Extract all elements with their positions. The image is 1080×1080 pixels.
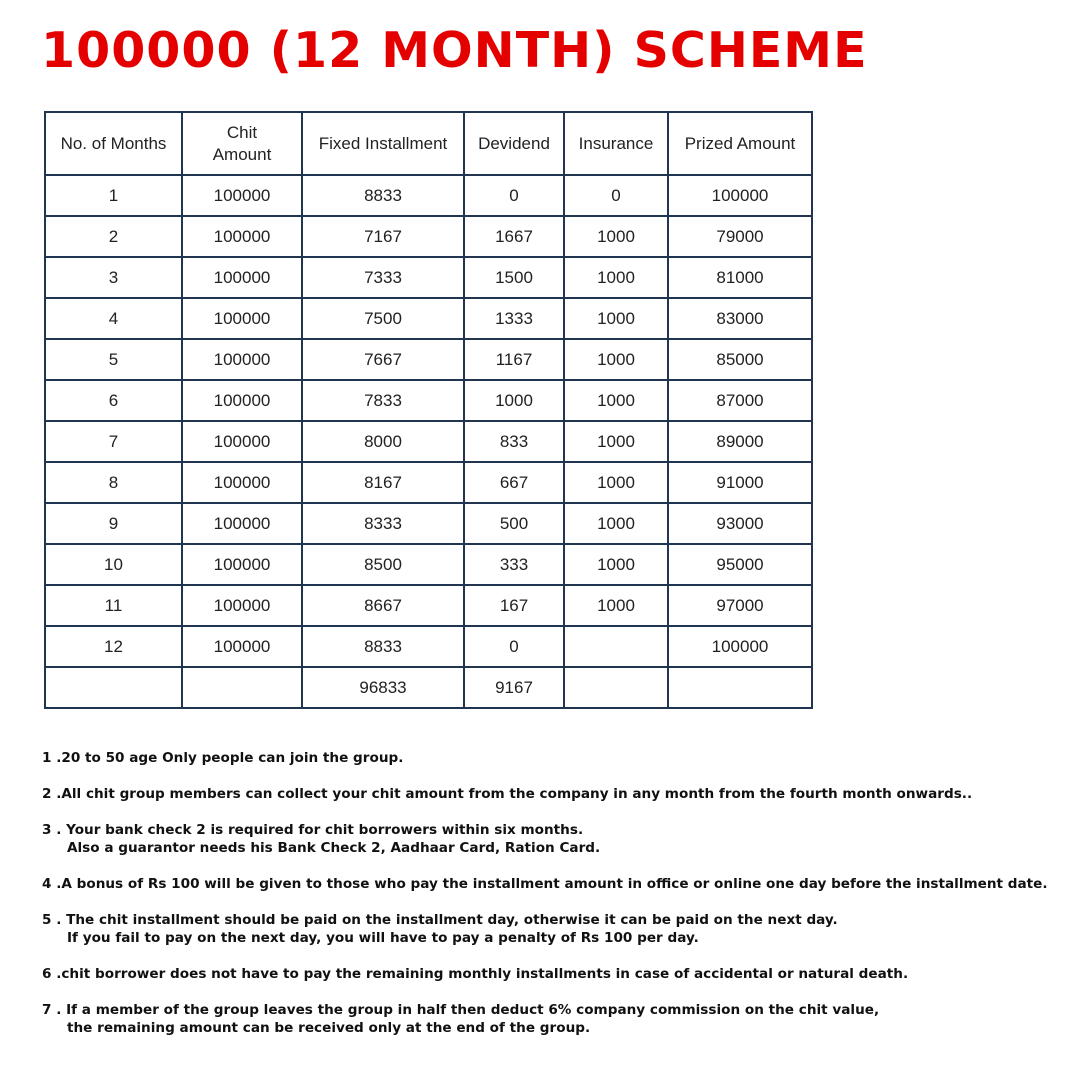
term-item [42,875,1072,893]
insurance-cell [564,626,668,667]
dividend-cell: 500 [464,503,564,544]
month-cell: 9 [45,503,182,544]
fixed-installment-cell: 8667 [302,585,464,626]
terms-list [42,749,1072,1055]
dividend-cell: 0 [464,175,564,216]
term-number: 6 [42,966,52,982]
chit-amount-cell: 100000 [182,585,302,626]
prized-amount-cell: 97000 [668,585,812,626]
dividend-cell: 167 [464,585,564,626]
prized-amount-cell: 89000 [668,421,812,462]
chit-amount-cell: 100000 [182,421,302,462]
table-header-row [45,112,812,175]
term-item [42,911,1072,947]
term-text-continued: If you fail to pay on the next day, you will have to pay a penalty of Rs 100 per day. [67,930,699,946]
chit-amount-cell: 100000 [182,544,302,585]
fixed-installment-cell: 8500 [302,544,464,585]
prized-amount-cell: 81000 [668,257,812,298]
prized-amount-cell: 85000 [668,339,812,380]
dividend-cell: 1500 [464,257,564,298]
table-row [45,585,812,626]
insurance-cell: 1000 [564,380,668,421]
insurance-cell: 1000 [564,503,668,544]
fixed-installment-cell: 96833 [302,667,464,708]
header-chit-amount: Chit Amount [182,112,302,175]
month-cell: 2 [45,216,182,257]
table-body [45,175,812,708]
prized-amount-cell: 95000 [668,544,812,585]
prized-amount-cell: 91000 [668,462,812,503]
chit-amount-cell: 100000 [182,257,302,298]
fixed-installment-cell: 8833 [302,626,464,667]
fixed-installment-cell: 8833 [302,175,464,216]
month-cell: 5 [45,339,182,380]
table-row [45,380,812,421]
month-cell: 6 [45,380,182,421]
month-cell: 10 [45,544,182,585]
table-row [45,298,812,339]
table-row [45,339,812,380]
chit-amount-cell: 100000 [182,216,302,257]
dividend-cell: 667 [464,462,564,503]
term-text: .20 to 50 age Only people can join the group. [56,750,404,766]
chit-amount-cell [182,667,302,708]
term-item [42,785,1072,803]
prized-amount-cell: 100000 [668,175,812,216]
term-item [42,965,1072,983]
month-cell: 12 [45,626,182,667]
insurance-cell: 1000 [564,585,668,626]
table-row [45,421,812,462]
term-item [42,821,1072,857]
table-row [45,462,812,503]
insurance-cell: 1000 [564,339,668,380]
month-cell [45,667,182,708]
fixed-installment-cell: 7333 [302,257,464,298]
term-text: .All chit group members can collect your chit amount from the company in any month from the fourth month onwards.. [56,786,973,802]
fixed-installment-cell: 8167 [302,462,464,503]
dividend-cell: 1000 [464,380,564,421]
dividend-cell: 1167 [464,339,564,380]
month-cell: 7 [45,421,182,462]
table-row [45,544,812,585]
dividend-cell: 833 [464,421,564,462]
scheme-table [44,111,813,709]
term-number: 5 [42,912,52,928]
insurance-cell: 1000 [564,544,668,585]
term-number: 4 [42,876,52,892]
table-row [45,257,812,298]
table-row [45,216,812,257]
table-row [45,503,812,544]
header-prized-amount: Prized Amount [668,112,812,175]
insurance-cell: 1000 [564,462,668,503]
chit-amount-cell: 100000 [182,298,302,339]
term-text-continued: the remaining amount can be received only at the end of the group. [67,1020,591,1036]
term-text: . If a member of the group leaves the group in half then deduct 6% company commission on the chit value, [56,1002,880,1018]
term-text-continued: Also a guarantor needs his Bank Check 2, Aadhaar Card, Ration Card. [67,840,601,856]
month-cell: 3 [45,257,182,298]
insurance-cell [564,667,668,708]
chit-amount-cell: 100000 [182,339,302,380]
term-text: .chit borrower does not have to pay the remaining monthly installments in case of accidental or natural death. [56,966,909,982]
table-row [45,626,812,667]
term-text: .A bonus of Rs 100 will be given to those who pay the installment amount in office or online one day before the installment date. [56,876,1048,892]
term-item [42,749,1072,767]
fixed-installment-cell: 7500 [302,298,464,339]
prized-amount-cell: 83000 [668,298,812,339]
dividend-cell: 333 [464,544,564,585]
prized-amount-cell: 79000 [668,216,812,257]
term-number: 3 [42,822,52,838]
fixed-installment-cell: 7833 [302,380,464,421]
insurance-cell: 1000 [564,298,668,339]
term-number: 7 [42,1002,52,1018]
insurance-cell: 0 [564,175,668,216]
prized-amount-cell [668,667,812,708]
insurance-cell: 1000 [564,421,668,462]
dividend-cell: 1667 [464,216,564,257]
table-total-row [45,667,812,708]
term-item [42,1001,1072,1037]
header-dividend: Devidend [464,112,564,175]
dividend-cell: 9167 [464,667,564,708]
chit-amount-cell: 100000 [182,626,302,667]
prized-amount-cell: 87000 [668,380,812,421]
term-text: . The chit installment should be paid on the installment day, otherwise it can be paid on the next day. [56,912,838,928]
month-cell: 11 [45,585,182,626]
chit-amount-cell: 100000 [182,175,302,216]
chit-amount-cell: 100000 [182,503,302,544]
insurance-cell: 1000 [564,257,668,298]
month-cell: 8 [45,462,182,503]
header-no-of-months: No. of Months [45,112,182,175]
chit-amount-cell: 100000 [182,380,302,421]
term-number: 1 [42,750,52,766]
dividend-cell: 1333 [464,298,564,339]
page-title: 100000 (12 MONTH) SCHEME [41,22,868,79]
prized-amount-cell: 100000 [668,626,812,667]
fixed-installment-cell: 8000 [302,421,464,462]
dividend-cell: 0 [464,626,564,667]
month-cell: 1 [45,175,182,216]
table-row [45,175,812,216]
chit-amount-cell: 100000 [182,462,302,503]
fixed-installment-cell: 7667 [302,339,464,380]
header-fixed-installment: Fixed Installment [302,112,464,175]
prized-amount-cell: 93000 [668,503,812,544]
term-text: . Your bank check 2 is required for chit borrowers within six months. [56,822,584,838]
term-number: 2 [42,786,52,802]
fixed-installment-cell: 7167 [302,216,464,257]
insurance-cell: 1000 [564,216,668,257]
fixed-installment-cell: 8333 [302,503,464,544]
header-insurance: Insurance [564,112,668,175]
month-cell: 4 [45,298,182,339]
